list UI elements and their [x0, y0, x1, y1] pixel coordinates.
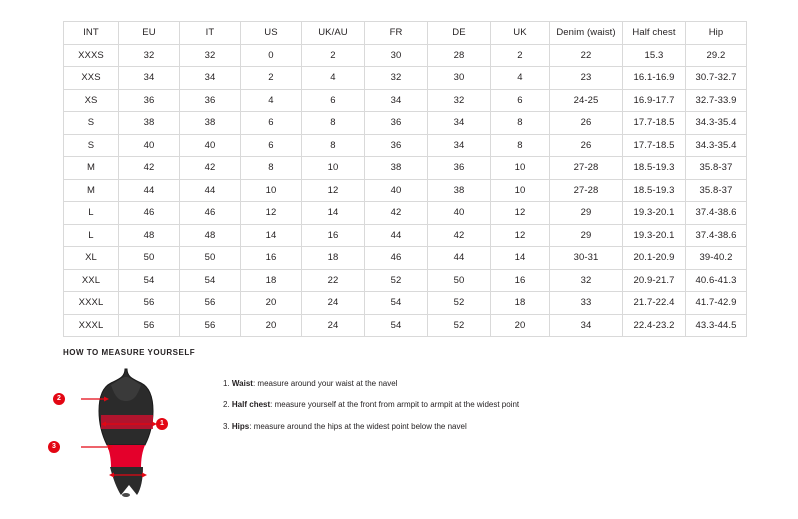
table-cell: 40: [365, 179, 428, 202]
table-cell: 20.9-21.7: [623, 269, 686, 292]
measure-notes-list: [223, 367, 519, 443]
table-cell: 18.5-19.3: [623, 179, 686, 202]
measure-note: [223, 379, 519, 389]
table-cell: 46: [180, 202, 241, 225]
table-cell: 10: [241, 179, 302, 202]
table-cell: 18.5-19.3: [623, 157, 686, 180]
table-cell: 44: [180, 179, 241, 202]
table-header-cell: UK: [491, 22, 550, 45]
measure-note-text: : measure yourself at the front from armpit to armpit at the widest point: [270, 400, 520, 410]
table-cell: 32: [365, 67, 428, 90]
table-cell: 6: [241, 134, 302, 157]
table-cell: 34: [119, 67, 180, 90]
table-cell: 37.4-38.6: [686, 224, 747, 247]
table-cell: 23: [550, 67, 623, 90]
table-header-cell: IT: [180, 22, 241, 45]
table-cell: M: [64, 157, 119, 180]
table-cell: 12: [491, 224, 550, 247]
table-cell: 40: [180, 134, 241, 157]
table-cell: 40: [428, 202, 491, 225]
table-cell: 50: [428, 269, 491, 292]
table-cell: 34.3-35.4: [686, 134, 747, 157]
table-cell: 8: [302, 112, 365, 135]
table-cell: XXXL: [64, 314, 119, 337]
table-header-cell: INT: [64, 22, 119, 45]
table-cell: 6: [302, 89, 365, 112]
table-cell: 34: [365, 89, 428, 112]
measure-note: [223, 422, 519, 432]
table-cell: 54: [180, 269, 241, 292]
table-cell: 29: [550, 202, 623, 225]
table-cell: 4: [491, 67, 550, 90]
table-cell: S: [64, 112, 119, 135]
table-cell: 34: [180, 67, 241, 90]
table-header-cell: DE: [428, 22, 491, 45]
table-cell: 8: [241, 157, 302, 180]
table-header-cell: FR: [365, 22, 428, 45]
table-cell: 16.1-16.9: [623, 67, 686, 90]
table-cell: 42: [428, 224, 491, 247]
table-cell: 6: [241, 112, 302, 135]
table-row: [64, 202, 747, 225]
table-cell: 10: [491, 157, 550, 180]
marker-3: 3: [48, 441, 60, 453]
table-body: [64, 44, 747, 337]
table-cell: XXXL: [64, 292, 119, 315]
table-cell: 36: [119, 89, 180, 112]
measure-note-term: Waist: [231, 379, 253, 388]
table-cell: 32: [180, 44, 241, 67]
table-cell: 20: [241, 292, 302, 315]
table-cell: 17.7-18.5: [623, 134, 686, 157]
table-cell: 15.3: [623, 44, 686, 67]
table-cell: 42: [119, 157, 180, 180]
table-row: [64, 269, 747, 292]
table-cell: 24: [302, 292, 365, 315]
table-cell: 6: [491, 89, 550, 112]
measure-note-index: 3.: [223, 421, 230, 431]
table-cell: XXXS: [64, 44, 119, 67]
table-cell: 44: [119, 179, 180, 202]
table-cell: L: [64, 224, 119, 247]
table-cell: 48: [180, 224, 241, 247]
table-cell: 18: [302, 247, 365, 270]
table-header-cell: US: [241, 22, 302, 45]
table-cell: 28: [428, 44, 491, 67]
table-row: [64, 157, 747, 180]
table-cell: 36: [365, 134, 428, 157]
table-cell: 35.8-37: [686, 157, 747, 180]
table-cell: 38: [365, 157, 428, 180]
table-cell: 34: [428, 134, 491, 157]
table-cell: 22: [302, 269, 365, 292]
table-cell: 56: [119, 292, 180, 315]
table-row: [64, 112, 747, 135]
table-header: [64, 22, 747, 45]
table-cell: 30-31: [550, 247, 623, 270]
table-cell: 30.7-32.7: [686, 67, 747, 90]
table-cell: 29: [550, 224, 623, 247]
table-cell: 34: [428, 112, 491, 135]
table-cell: 48: [119, 224, 180, 247]
how-to-measure-section: [52, 348, 735, 497]
table-cell: 16: [241, 247, 302, 270]
table-cell: 2: [241, 67, 302, 90]
table-cell: M: [64, 179, 119, 202]
table-cell: 18: [241, 269, 302, 292]
measure-note-term: Hips: [231, 421, 250, 431]
table-cell: 37.4-38.6: [686, 202, 747, 225]
table-header-cell: Hip: [686, 22, 747, 45]
table-cell: 24: [302, 314, 365, 337]
table-cell: 52: [428, 314, 491, 337]
measure-note-text: : measure around the hips at the widest point below the navel: [249, 421, 467, 431]
table-cell: 20: [491, 314, 550, 337]
table-cell: 34: [550, 314, 623, 337]
table-cell: 52: [428, 292, 491, 315]
table-cell: 41.7-42.9: [686, 292, 747, 315]
size-chart-table: [63, 21, 747, 337]
table-cell: 42: [180, 157, 241, 180]
table-header-cell: Denim (waist): [550, 22, 623, 45]
table-cell: 14: [491, 247, 550, 270]
table-header-cell: UK/AU: [302, 22, 365, 45]
table-cell: 27-28: [550, 157, 623, 180]
table-cell: 2: [302, 44, 365, 67]
table-row: [64, 179, 747, 202]
table-cell: 38: [180, 112, 241, 135]
table-row: [64, 89, 747, 112]
table-row: [64, 67, 747, 90]
table-cell: 8: [491, 134, 550, 157]
table-cell: XL: [64, 247, 119, 270]
table-cell: 4: [241, 89, 302, 112]
table-cell: 56: [180, 314, 241, 337]
table-cell: 12: [491, 202, 550, 225]
table-cell: 54: [365, 292, 428, 315]
table-cell: 12: [302, 179, 365, 202]
table-cell: 29.2: [686, 44, 747, 67]
table-cell: 38: [119, 112, 180, 135]
table-cell: 34.3-35.4: [686, 112, 747, 135]
measure-note: [223, 400, 519, 410]
table-cell: 27-28: [550, 179, 623, 202]
table-cell: 21.7-22.4: [623, 292, 686, 315]
mannequin-figure: [52, 367, 201, 497]
table-cell: 30: [365, 44, 428, 67]
table-cell: 12: [241, 202, 302, 225]
table-cell: 22: [550, 44, 623, 67]
table-row: [64, 292, 747, 315]
table-cell: XXS: [64, 67, 119, 90]
table-cell: 44: [365, 224, 428, 247]
table-cell: 26: [550, 112, 623, 135]
table-cell: 10: [302, 157, 365, 180]
table-cell: 8: [491, 112, 550, 135]
table-cell: 18: [491, 292, 550, 315]
table-cell: 54: [365, 314, 428, 337]
table-cell: 8: [302, 134, 365, 157]
table-cell: XXL: [64, 269, 119, 292]
table-cell: 36: [428, 157, 491, 180]
table-header-cell: EU: [119, 22, 180, 45]
table-cell: 40: [119, 134, 180, 157]
mannequin-illustration-icon: [81, 367, 201, 497]
table-cell: 32.7-33.9: [686, 89, 747, 112]
table-cell: 16.9-17.7: [623, 89, 686, 112]
table-cell: 50: [180, 247, 241, 270]
table-cell: 56: [180, 292, 241, 315]
measure-note-index: 2.: [223, 400, 230, 410]
marker-1: 1: [156, 418, 168, 430]
table-cell: 30: [428, 67, 491, 90]
table-cell: 19.3-20.1: [623, 224, 686, 247]
table-cell: 19.3-20.1: [623, 202, 686, 225]
table-cell: 36: [365, 112, 428, 135]
table-row: [64, 224, 747, 247]
table-cell: 52: [365, 269, 428, 292]
table-header-cell: Half chest: [623, 22, 686, 45]
how-to-measure-title: HOW TO MEASURE YOURSELF: [63, 348, 196, 357]
size-chart-table-wrapper: [63, 21, 735, 337]
table-cell: 24-25: [550, 89, 623, 112]
table-cell: 2: [491, 44, 550, 67]
table-cell: 46: [119, 202, 180, 225]
measure-note-text: : measure around your waist at the navel: [252, 379, 398, 388]
table-cell: 36: [180, 89, 241, 112]
how-to-measure-body: [52, 367, 735, 497]
table-cell: 50: [119, 247, 180, 270]
table-cell: 32: [550, 269, 623, 292]
table-cell: 35.8-37: [686, 179, 747, 202]
table-cell: 40.6-41.3: [686, 269, 747, 292]
table-row: [64, 134, 747, 157]
table-cell: 32: [428, 89, 491, 112]
table-cell: 54: [119, 269, 180, 292]
table-cell: 17.7-18.5: [623, 112, 686, 135]
table-cell: 42: [365, 202, 428, 225]
table-cell: XS: [64, 89, 119, 112]
table-cell: 43.3-44.5: [686, 314, 747, 337]
table-cell: 20: [241, 314, 302, 337]
table-cell: S: [64, 134, 119, 157]
table-cell: 0: [241, 44, 302, 67]
table-cell: 4: [302, 67, 365, 90]
table-cell: 20.1-20.9: [623, 247, 686, 270]
table-cell: 56: [119, 314, 180, 337]
table-row: [64, 44, 747, 67]
table-cell: 39-40.2: [686, 247, 747, 270]
table-cell: 22.4-23.2: [623, 314, 686, 337]
marker-2: 2: [53, 393, 65, 405]
table-cell: 10: [491, 179, 550, 202]
table-cell: 26: [550, 134, 623, 157]
table-cell: 14: [302, 202, 365, 225]
table-cell: 16: [491, 269, 550, 292]
table-cell: L: [64, 202, 119, 225]
table-cell: 14: [241, 224, 302, 247]
table-cell: 16: [302, 224, 365, 247]
measure-note-term: Half chest: [231, 400, 271, 410]
table-cell: 46: [365, 247, 428, 270]
table-header-row: [64, 22, 747, 45]
measure-note-index: 1.: [223, 379, 230, 388]
table-row: [64, 314, 747, 337]
table-cell: 38: [428, 179, 491, 202]
table-cell: 44: [428, 247, 491, 270]
table-cell: 33: [550, 292, 623, 315]
table-cell: 32: [119, 44, 180, 67]
table-row: [64, 247, 747, 270]
